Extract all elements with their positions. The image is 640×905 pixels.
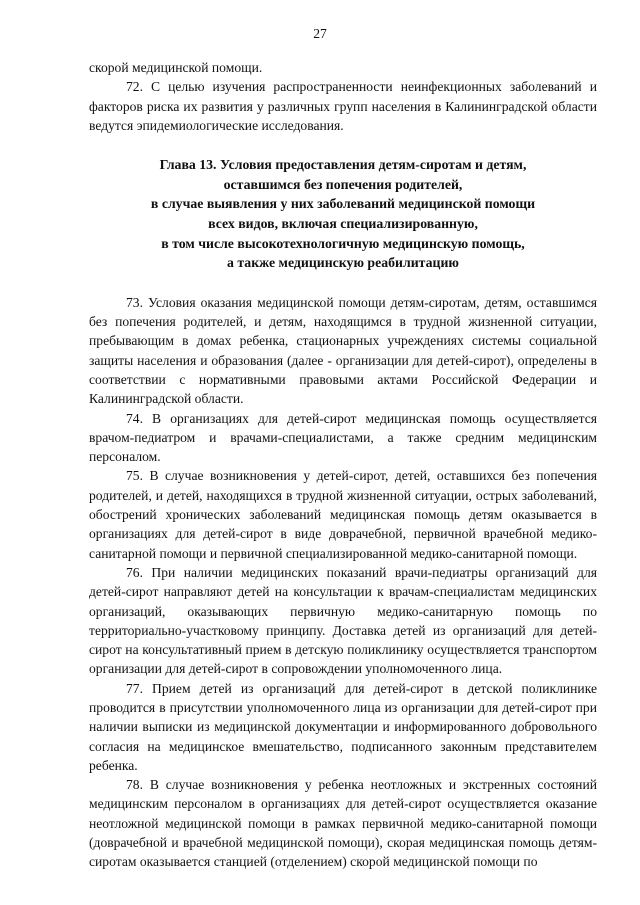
chapter-heading-line: оставшимся без попечения родителей, — [223, 176, 463, 192]
paragraph-78: 78. В случае возникновения у ребенка неотложных и экстренных состояний медицинским персоналом в организациях для детей-сирот осуществляется оказание неотложной медицинской помощи в рамках первичной медико-санитарной помощи (доврачебной и врачебной медицинской помощи), скорая медицинская помощь детям-сиротам оказывается станцией (отделением) скорой медицинской помощи по — [89, 777, 597, 870]
paragraph-continuation: скорой медицинской помощи. — [89, 60, 263, 75]
paragraph-74: 74. В организациях для детей-сирот медицинская помощь осуществляется врачом-педиатром и врачами-специалистами, а также средним медицинским персоналом. — [89, 410, 597, 465]
chapter-heading — [89, 155, 597, 273]
chapter-heading-line: в случае выявления у них заболеваний медицинской помощи — [150, 196, 536, 212]
chapter-heading-line: Глава 13. Условия предоставления детям-сиротам и детям, — [159, 157, 527, 173]
paragraph-75: 75. В случае возникновения у детей-сирот, детей, оставшихся без попечения родителей, и детей, находящихся в трудной жизненной ситуации, острых заболеваний, обострений хронических заболеваний медицинская помощь детям оказывается в организациях для детей-сирот в виде доврачебной, первичной врачебной медико-санитарной помощи и первичной специализированной медико-санитарной помощи. — [89, 468, 597, 561]
chapter-heading-line: а также медицинскую реабилитацию — [227, 255, 459, 271]
chapter-heading-line: всех видов, включая специализированную, — [208, 215, 478, 231]
paragraph-76: 76. При наличии медицинских показаний врачи-педиатры организаций для детей-сирот направляют детей на консультации к врачам-специалистам медицинских организаций, оказывающих первичную медико-санитарную помощь по территориально-участковому принципу. Доставка детей из организаций для детей-сирот на консультативный прием в детскую поликлинику осуществляется транспортом организации для детей-сирот в сопровождении уполномоченного лица. — [89, 564, 597, 677]
paragraph-73: 73. Условия оказания медицинской помощи детям-сиротам, детям, оставшимся без попечения родителей, и детям, находящимся в трудной жизненной ситуации, пребывающим в домах ребенка, стационарных учреждениях системы социальной защиты населения и образования (далее - организации для детей-сирот), определены в соответствии с нормативными правовыми актами Российской Федерации и Калининградской области. — [89, 294, 597, 407]
paragraph-77: 77. Прием детей из организаций для детей-сирот в детской поликлинике проводится в присутствии уполномоченного лица из организации для детей-сирот при наличии выписки из медицинской документации и информированного добровольного согласия на медицинское вмешательство, подписанного законным представителем ребенка. — [89, 680, 597, 773]
page-number: 27 — [313, 26, 327, 41]
paragraph-72: 72. С целью изучения распространенности неинфекционных заболеваний и факторов риска их развития у различных групп населения в Калининградской области ведутся эпидемиологические исследования. — [89, 79, 597, 133]
chapter-heading-line: в том числе высокотехнологичную медицинскую помощь, — [161, 235, 525, 251]
document-body — [89, 58, 597, 872]
